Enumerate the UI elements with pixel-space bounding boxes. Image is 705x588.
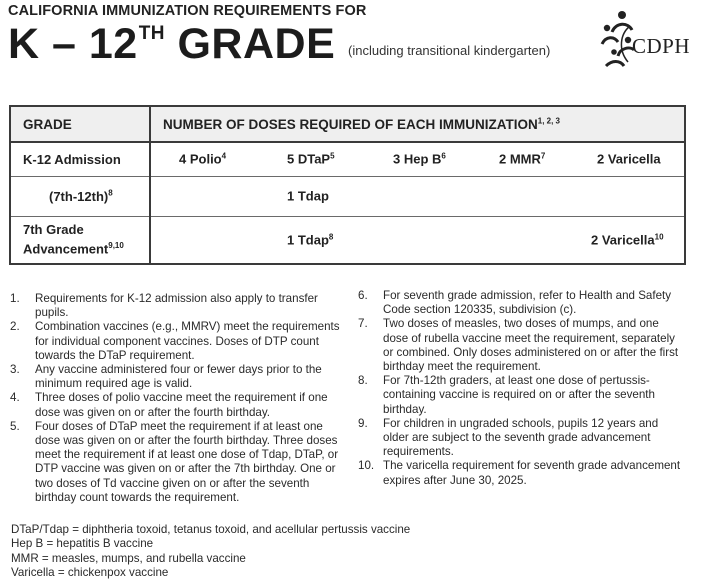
abbreviation-item: DTaP/Tdap = diphtheria toxoid, tetanus toxoid, and acellular pertussis vaccine: [11, 523, 411, 536]
footnote: [358, 417, 683, 460]
grade-label: [11, 222, 149, 257]
title-main: K – 12: [8, 20, 138, 68]
grade-label-line2: Advancement: [23, 241, 109, 257]
table-row: [10, 216, 685, 264]
footnote-number: 7.: [358, 317, 368, 331]
footnote: [358, 374, 683, 417]
grade-label-sup: 8: [108, 188, 113, 198]
footnote: [10, 391, 340, 419]
grade-label-line1: 7th Grade: [23, 222, 84, 238]
footnote-text: Three doses of polio vaccine meet the requirement if one dose was given on or after the fourth birthday.: [35, 391, 328, 419]
footnote-number: 3.: [10, 363, 20, 377]
table-header-row: [10, 106, 685, 142]
dose-sup: 7: [540, 151, 546, 161]
dose-tdap: [287, 189, 329, 204]
footnote: [10, 320, 340, 363]
table-row: [10, 176, 685, 216]
footnote: [10, 292, 340, 320]
dose-text: 5 DTaP: [287, 151, 331, 167]
footnote-number: 10.: [358, 459, 375, 473]
footnotes-left: [10, 292, 340, 505]
grade-cell: [10, 216, 150, 264]
dose-sup: 10: [654, 232, 664, 242]
doses-cell: [150, 176, 685, 216]
dose-text: 2 MMR: [499, 151, 541, 167]
grade-cell: [10, 176, 150, 216]
footnote-text: The varicella requirement for seventh grade advancement expires after June 30, 2025.: [383, 459, 681, 487]
footnotes-right: [358, 289, 683, 488]
table-row: [10, 142, 685, 176]
footnote-text: Two doses of measles, two doses of mumps, and one dose of rubella vaccine meet the requirement, separately or combined. Only doses administered on or after the first birthday meet the requirement.: [383, 317, 679, 374]
doses-header-text: NUMBER OF DOSES REQUIRED OF EACH IMMUNIZATION: [163, 116, 538, 132]
footnote-number: 1.: [10, 292, 20, 305]
dose-sup: 4: [221, 151, 227, 161]
footnote-text: For 7th-12th graders, at least one dose of pertussis-containing vaccine is required on or after the seventh birthday.: [383, 374, 655, 416]
footnote-number: 5.: [10, 419, 20, 433]
dose-mmr: [499, 152, 545, 167]
grade-header-label: GRADE: [23, 116, 72, 132]
footnote-number: 6.: [358, 289, 368, 302]
grade-cell: [10, 142, 150, 176]
footnote: [358, 289, 683, 317]
doses-cell: [150, 216, 685, 264]
doses-header-sup: 1, 2, 3: [537, 116, 561, 126]
page-title: [8, 20, 335, 69]
abbreviation-item: Hep B = hepatitis B vaccine: [11, 537, 154, 551]
dose-sup: 8: [328, 232, 334, 242]
grade-label-sup: 9,10: [108, 241, 124, 251]
dose-sup: 6: [441, 151, 446, 161]
dose-varicella: [591, 232, 664, 247]
title-note: (including transitional kindergarten): [348, 43, 551, 58]
logo-text: CDPH: [632, 34, 691, 58]
footnote-text: Four doses of DTaP meet the requirement if at least one dose was given on or after the fourth birthday. Three doses meet the requirement if at least one dose of Tdap, DTaP, or DTP vaccine was given on or after the 7th birthday. One or two doses of Td vaccine given on or after the seventh birthday count towards the requirement.: [35, 419, 339, 504]
footnote-text: For children in ungraded schools, pupils 12 years and older are subject to the seventh grade advancement requirements.: [383, 416, 659, 459]
abbreviation-item: Varicella = chickenpox vaccine: [11, 566, 169, 580]
footnote-number: 8.: [358, 374, 368, 388]
footnote-text: For seventh grade admission, refer to Health and Safety Code section 120335, subdivision (c).: [383, 289, 672, 317]
doses-row: [151, 177, 684, 216]
title-end: GRADE: [165, 20, 336, 68]
doses-row: [151, 217, 684, 264]
grade-column-header: [10, 106, 150, 142]
dose-text: 1 Tdap: [287, 188, 329, 204]
grade-label-line2-wrap: [23, 238, 149, 257]
dose-text: 2 Varicella: [597, 151, 661, 167]
dose-varicella: [597, 152, 661, 167]
dose-sup: 5: [330, 151, 335, 161]
footnote-number: 9.: [358, 416, 368, 430]
footnote: [10, 363, 340, 391]
grade-label: [11, 189, 113, 204]
footnote: [358, 459, 683, 487]
title-superscript: TH: [138, 23, 166, 44]
doses-column-header: [150, 106, 685, 142]
doses-header-label: [151, 117, 560, 132]
abbreviation-item: MMR = measles, mumps, and rubella vaccine: [11, 551, 246, 565]
footnote-text: Any vaccine administered four or fewer days prior to the minimum required age is valid.: [35, 363, 322, 391]
grade-label: K-12 Admission: [23, 151, 121, 167]
dose-polio: [179, 152, 226, 167]
dose-text: 2 Varicella: [591, 232, 655, 248]
grade-label-text: (7th-12th): [49, 188, 109, 204]
doses-row: [151, 143, 684, 176]
footnote-text: Combination vaccines (e.g., MMRV) meet the requirements for individual component vaccines. Doses of DTP count towards the DTaP requirement.: [35, 320, 340, 362]
footnote: [10, 420, 340, 505]
footnote-number: 2.: [10, 320, 20, 334]
abbreviations: [11, 523, 410, 581]
requirements-table: [9, 105, 686, 265]
dose-text: 3 Hep B: [393, 151, 442, 167]
dose-text: 1 Tdap: [287, 232, 329, 248]
dose-tdap: [287, 232, 333, 247]
footnote-text: Requirements for K-12 admission also apply to transfer pupils.: [35, 292, 318, 320]
dose-text: 4 Polio: [179, 151, 222, 167]
subtitle: CALIFORNIA IMMUNIZATION REQUIREMENTS FOR: [8, 3, 367, 19]
dose-dtap: [287, 152, 335, 167]
dose-hepb: [393, 152, 446, 167]
doses-cell: [150, 142, 685, 176]
footnote: [358, 317, 683, 374]
footnote-number: 4.: [10, 391, 20, 405]
